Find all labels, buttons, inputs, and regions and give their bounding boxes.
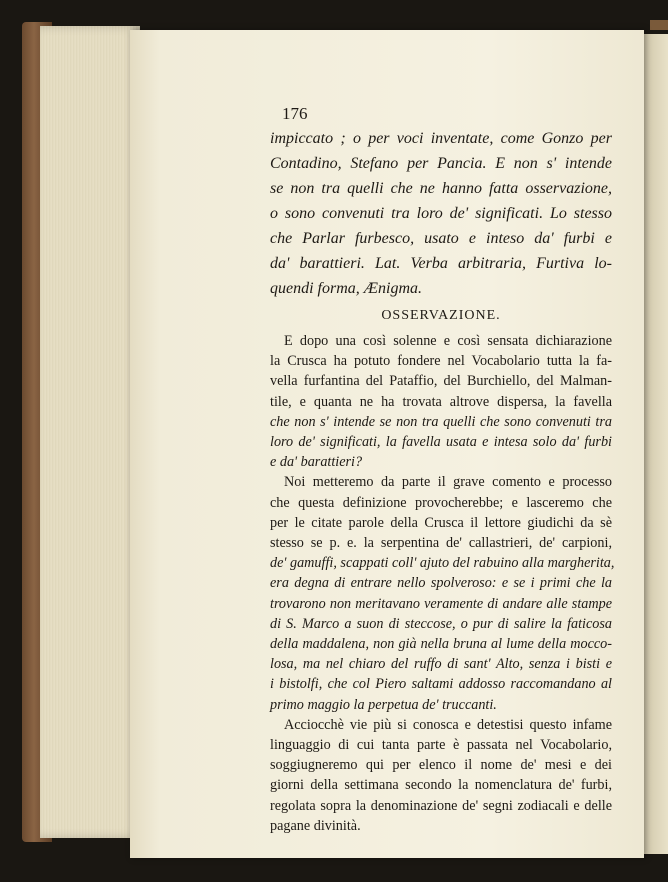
text-line: tile, e quanta ne ha trovata altrove dispersa, la favella: [270, 393, 612, 410]
text-line: i bistolfi, che col Piero saltami addosso raccomandano al: [270, 676, 612, 693]
text-line: che Parlar furbesco, usato e inteso da' furbi e: [270, 230, 612, 247]
text-line: primo maggio la perpetua de' truccanti.: [270, 696, 497, 713]
text-line: trovarono non meritavano veramente di andare alle stampe: [270, 595, 612, 612]
text-line: che questa definizione provocherebbe; e lasceremo che: [270, 494, 612, 511]
text-line: che non s' intende se non tra quelli che sono convenuti tra: [270, 413, 612, 430]
text-line: da' barattieri. Lat. Verba arbitraria, Furtiva lo-: [270, 255, 612, 272]
text-line: loro de' significati, la favella usata e intesa solo da' furbi: [270, 434, 612, 451]
text-line: E dopo una così solenne e così sensata dichiarazione: [284, 333, 612, 349]
text-line: soggiugneremo qui per elenco il nome de' mesi e dei: [270, 757, 612, 774]
text-line: Contadino, Stefano per Pancia. E non s' intende: [270, 155, 612, 172]
text-line: pagane divinità.: [270, 817, 361, 834]
text-line: losa, ma nel chiaro del ruffo di sant' Alto, senza i bisti e: [270, 656, 612, 673]
text-line: Acciocchè vie più si conosca e detestisi questo infame: [284, 716, 612, 733]
page-text: [270, 104, 615, 836]
text-line: impiccato ; o per voci inventate, come Gonzo per: [270, 130, 612, 147]
text-line: giorni della settimana secondo la nomenclatura de' furbi,: [270, 777, 612, 794]
page-stack-edge: [40, 26, 140, 838]
text-line: se non tra quelli che ne hanno fatta osservazione,: [270, 180, 612, 197]
page-number: 176: [282, 104, 308, 123]
text-line: vella furfantina del Pataffio, del Burchiello, del Malman-: [270, 373, 612, 390]
text-line: quendi forma, Ænigma.: [270, 280, 422, 297]
text-line: di S. Marco a suon di steccose, o pur di salire la faticosa: [270, 615, 612, 632]
text-line: stesso se p. e. la serpentina de' callastrieri, de' carpioni,: [270, 535, 612, 552]
paragraph-1: [270, 331, 612, 472]
text-line: e da' barattieri?: [270, 454, 363, 471]
text-line: linguaggio di cui tanta parte è passata nel Vocabolario,: [270, 737, 612, 754]
paragraph-3: [270, 715, 612, 836]
text-line: era degna di entrare nello spolveroso: e se i primi che la: [270, 575, 612, 592]
section-heading: OSSERVAZIONE.: [381, 308, 501, 323]
top-passage: [270, 126, 612, 301]
text-line: regolata sopra la denominazione de' segni zodiacali e delle: [270, 797, 612, 814]
text-line: Noi metteremo da parte il grave comento e processo: [284, 474, 612, 491]
right-page-edge: [642, 34, 668, 854]
text-line: la Crusca ha potuto fondere nel Vocabolario tutta la fa-: [270, 353, 612, 370]
text-line: della maddalena, non già nella bruna al lume della mocco-: [270, 636, 612, 653]
paragraph-2: [270, 472, 615, 714]
book-cover-right: [650, 20, 668, 30]
text-line: per le citate parole della Crusca il lettore giudichi da sè: [270, 514, 612, 531]
text-line: o sono convenuti tra loro de' significati. Lo stesso: [270, 205, 612, 222]
text-line: de' gamuffi, scappati coll' ajuto del rabuino alla margherita,: [270, 555, 615, 572]
